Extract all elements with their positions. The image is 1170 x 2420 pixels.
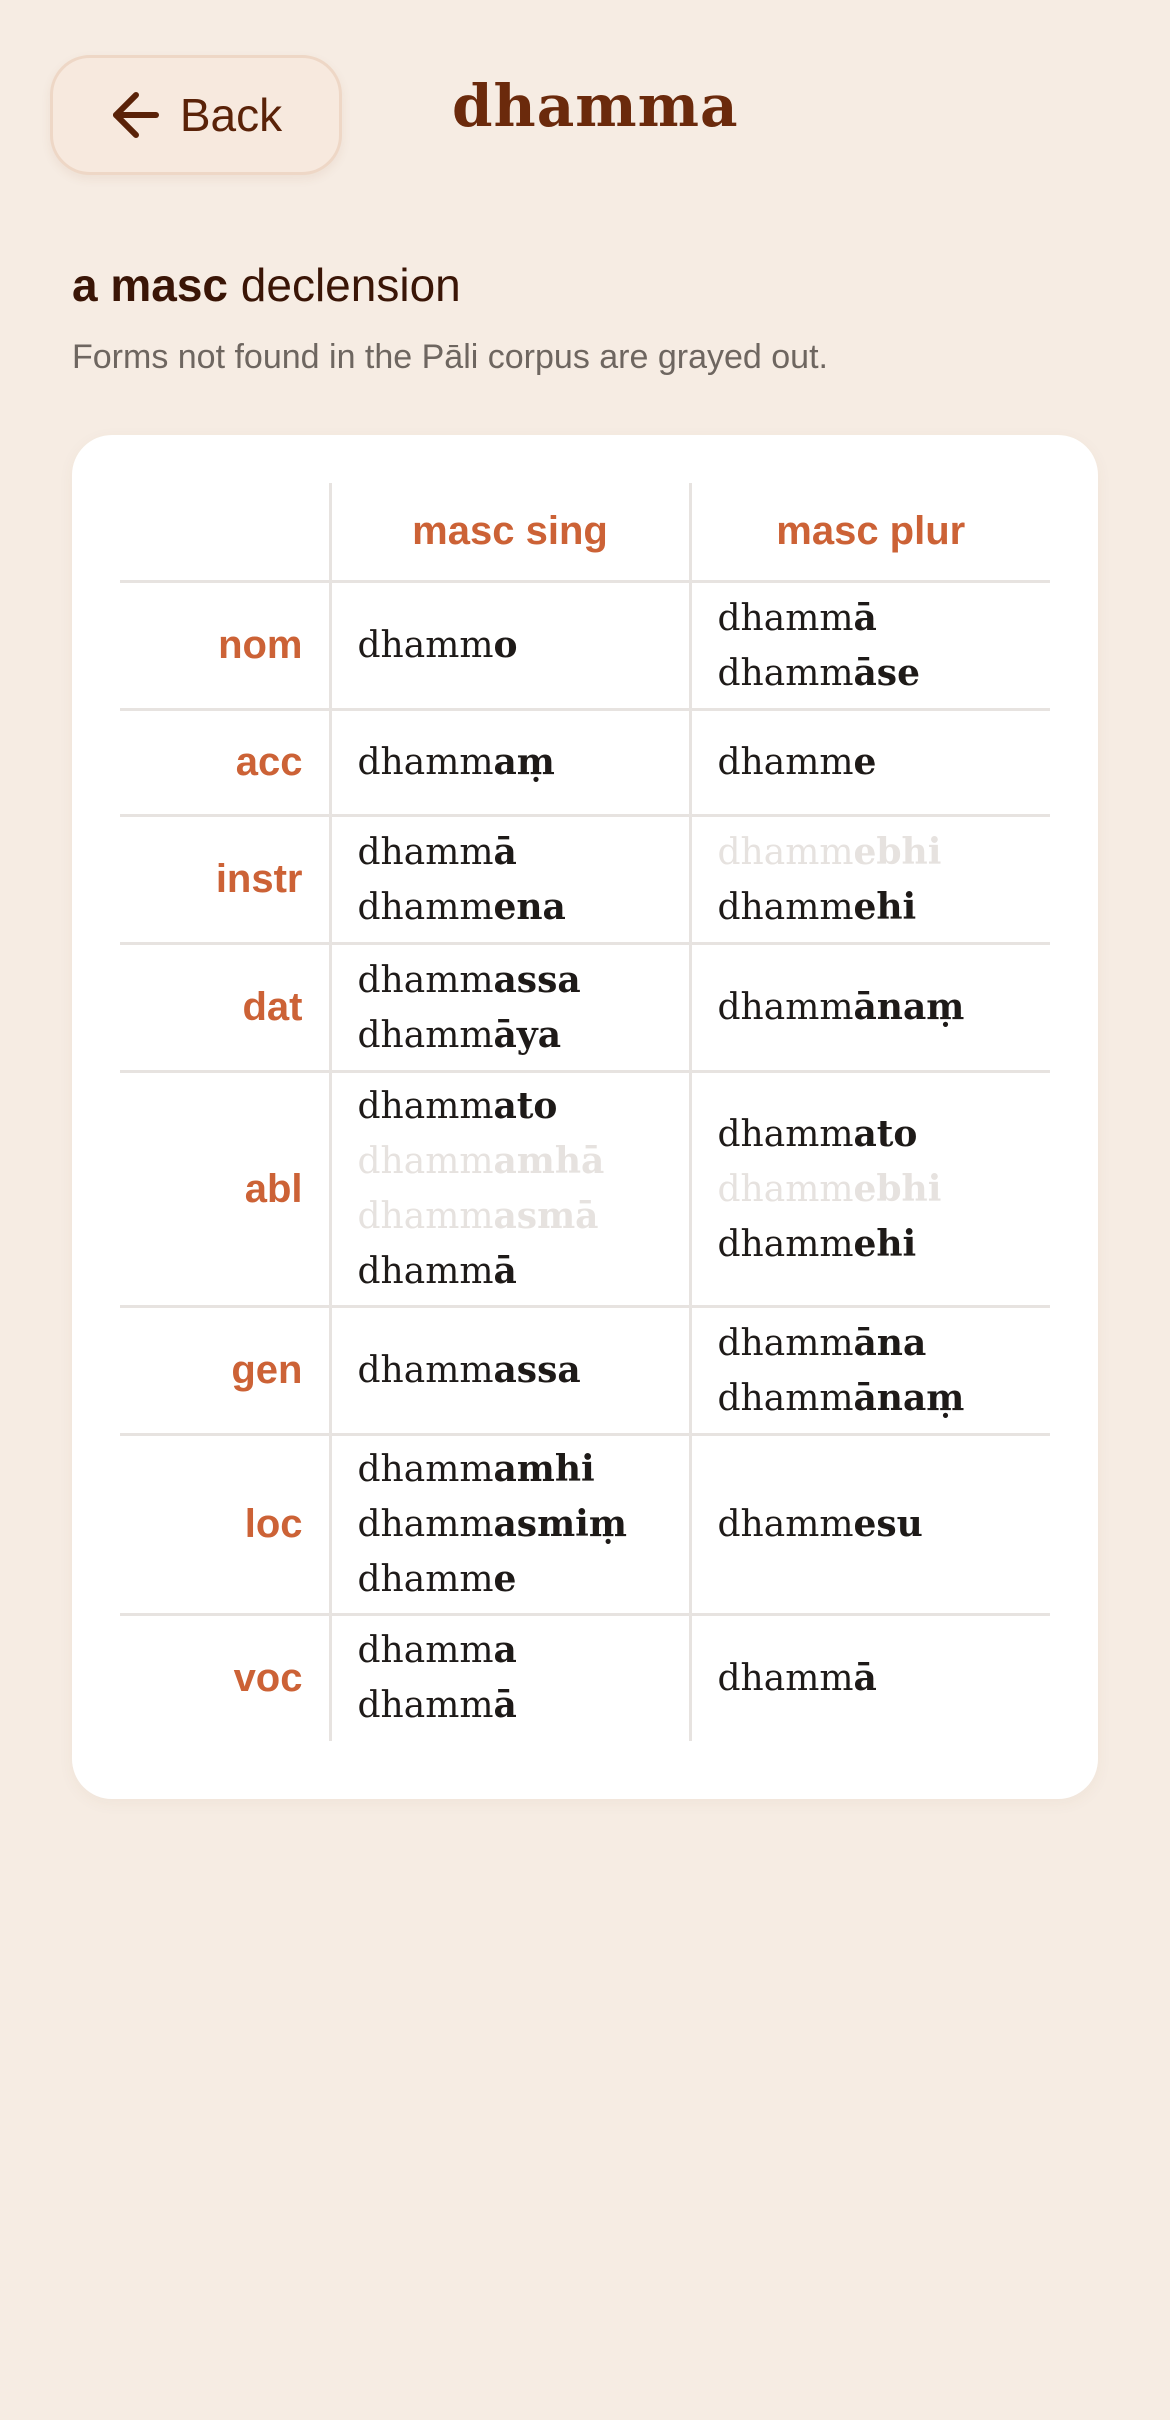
- inflected-form[interactable]: [718, 1371, 1051, 1426]
- plur-forms-cell: [690, 944, 1050, 1072]
- table-row: [120, 582, 1050, 710]
- plur-forms-cell: [690, 1072, 1050, 1307]
- form-ending: esu: [853, 1503, 923, 1545]
- form-ending: amhi: [493, 1448, 595, 1490]
- declension-table: [120, 483, 1050, 1741]
- form-stem: dhamm: [357, 1504, 494, 1545]
- plur-forms-cell: [690, 582, 1050, 710]
- form-ending: ehi: [853, 1222, 917, 1265]
- case-label: gen: [120, 1307, 330, 1435]
- back-button[interactable]: [50, 55, 342, 175]
- inflected-form[interactable]: [358, 1134, 689, 1189]
- form-ending: assa: [493, 958, 581, 1001]
- form-ending: ato: [493, 1085, 558, 1127]
- form-ending: āse: [853, 651, 920, 694]
- inflected-form[interactable]: [358, 1497, 689, 1552]
- form-stem: dhamm: [357, 831, 494, 873]
- form-ending: e: [493, 1558, 517, 1600]
- form-ending: ā: [493, 1684, 517, 1727]
- page-title: dhamma: [452, 72, 739, 140]
- form-stem: dhamm: [717, 1168, 854, 1210]
- form-stem: dhamm: [357, 625, 494, 666]
- table-header-row: [120, 483, 1050, 582]
- form-ending: ā: [493, 830, 517, 873]
- inflected-form[interactable]: [358, 1442, 689, 1497]
- form-ending: āya: [493, 1013, 562, 1056]
- inflected-form[interactable]: [358, 1244, 689, 1299]
- form-stem: dhamm: [357, 1630, 494, 1672]
- inflected-form[interactable]: [358, 618, 689, 673]
- form-ending: ā: [493, 1250, 517, 1292]
- column-header-sing: masc sing: [330, 483, 690, 582]
- plur-forms-cell: [690, 710, 1050, 816]
- inflected-form[interactable]: [358, 1079, 689, 1134]
- form-stem: dhamm: [717, 597, 854, 639]
- form-ending: e: [853, 741, 877, 783]
- form-stem: dhamm: [357, 959, 494, 1001]
- inflected-form[interactable]: [358, 1678, 689, 1733]
- form-ending: ebhi: [853, 1167, 942, 1210]
- case-label: loc: [120, 1435, 330, 1615]
- arrow-left-icon: [110, 89, 162, 141]
- form-ending: asmā: [493, 1195, 599, 1237]
- sing-forms-cell: [330, 1615, 690, 1741]
- header: [0, 0, 1170, 200]
- form-stem: dhamm: [717, 987, 854, 1028]
- corpus-note: Forms not found in the Pāli corpus are grayed out.: [72, 338, 828, 376]
- form-ending: amhā: [493, 1140, 605, 1182]
- table-row: [120, 816, 1050, 944]
- form-ending: a: [493, 1629, 517, 1672]
- form-stem: dhamm: [717, 652, 854, 694]
- inflected-form[interactable]: [718, 825, 1051, 880]
- inflected-form[interactable]: [358, 1189, 689, 1244]
- table-row: [120, 1072, 1050, 1307]
- inflected-form[interactable]: [718, 1316, 1051, 1371]
- case-label: nom: [120, 582, 330, 710]
- declension-heading: [72, 258, 461, 312]
- form-ending: o: [493, 624, 518, 666]
- back-label: Back: [179, 89, 283, 141]
- form-stem: dhamm: [357, 1141, 494, 1182]
- sing-forms-cell: [330, 944, 690, 1072]
- inflected-form[interactable]: [358, 1552, 689, 1607]
- inflected-form[interactable]: [358, 953, 689, 1008]
- form-ending: ānaṃ: [853, 986, 965, 1028]
- form-stem: dhamm: [357, 1449, 494, 1490]
- sing-forms-cell: [330, 816, 690, 944]
- inflected-form[interactable]: [718, 646, 1051, 701]
- form-stem: dhamm: [357, 1251, 494, 1292]
- table-row: [120, 944, 1050, 1072]
- form-stem: dhamm: [717, 742, 854, 783]
- table-row: [120, 1615, 1050, 1741]
- inflected-form[interactable]: [718, 591, 1051, 646]
- inflected-form[interactable]: [358, 1343, 689, 1398]
- form-stem: dhamm: [717, 1504, 854, 1545]
- sing-forms-cell: [330, 1435, 690, 1615]
- form-stem: dhamm: [357, 1196, 494, 1237]
- sing-forms-cell: [330, 1307, 690, 1435]
- plur-forms-cell: [690, 1435, 1050, 1615]
- inflected-form[interactable]: [718, 1217, 1051, 1272]
- declension-pattern: a masc: [72, 259, 229, 311]
- form-ending: assa: [493, 1349, 581, 1391]
- form-ending: āna: [853, 1321, 927, 1364]
- form-stem: dhamm: [357, 1559, 494, 1600]
- form-stem: dhamm: [717, 1113, 854, 1155]
- inflected-form[interactable]: [718, 880, 1051, 935]
- inflected-form[interactable]: [358, 735, 689, 790]
- form-ending: ena: [493, 885, 566, 928]
- form-stem: dhamm: [357, 1350, 494, 1391]
- form-ending: ā: [853, 596, 877, 639]
- table-body: [120, 582, 1050, 1741]
- declension-suffix: declension: [240, 259, 461, 311]
- form-ending: ā: [853, 1656, 877, 1699]
- form-ending: ehi: [853, 885, 917, 928]
- form-stem: dhamm: [357, 886, 494, 928]
- corner-cell: [120, 483, 330, 582]
- sing-forms-cell: [330, 710, 690, 816]
- table-row: [120, 1435, 1050, 1615]
- form-stem: dhamm: [717, 831, 854, 873]
- case-label: dat: [120, 944, 330, 1072]
- form-stem: dhamm: [357, 742, 494, 783]
- form-stem: dhamm: [357, 1086, 494, 1127]
- case-label: acc: [120, 710, 330, 816]
- declension-card: [72, 435, 1098, 1799]
- inflected-form[interactable]: [358, 825, 689, 880]
- inflected-form[interactable]: [718, 1162, 1051, 1217]
- form-ending: aṃ: [493, 741, 555, 783]
- form-ending: ebhi: [853, 830, 942, 873]
- case-label: instr: [120, 816, 330, 944]
- inflected-form[interactable]: [718, 1107, 1051, 1162]
- inflected-form[interactable]: [358, 1008, 689, 1063]
- plur-forms-cell: [690, 1307, 1050, 1435]
- column-header-plur: masc plur: [690, 483, 1050, 582]
- form-stem: dhamm: [717, 1322, 854, 1364]
- form-stem: dhamm: [717, 1223, 854, 1265]
- plur-forms-cell: [690, 816, 1050, 944]
- inflected-form[interactable]: [718, 735, 1051, 790]
- form-stem: dhamm: [357, 1685, 494, 1727]
- form-ending: asmiṃ: [493, 1503, 627, 1545]
- sing-forms-cell: [330, 1072, 690, 1307]
- form-stem: dhamm: [717, 886, 854, 928]
- inflected-form[interactable]: [358, 1623, 689, 1678]
- inflected-form[interactable]: [718, 1497, 1051, 1552]
- case-label: abl: [120, 1072, 330, 1307]
- form-ending: ato: [853, 1112, 918, 1155]
- form-stem: dhamm: [717, 1377, 854, 1419]
- form-stem: dhamm: [357, 1014, 494, 1056]
- inflected-form[interactable]: [358, 880, 689, 935]
- inflected-form[interactable]: [718, 980, 1051, 1035]
- inflected-form[interactable]: [718, 1651, 1051, 1706]
- table-row: [120, 1307, 1050, 1435]
- plur-forms-cell: [690, 1615, 1050, 1741]
- table-row: [120, 710, 1050, 816]
- form-stem: dhamm: [717, 1657, 854, 1699]
- form-ending: ānaṃ: [853, 1376, 965, 1419]
- sing-forms-cell: [330, 582, 690, 710]
- case-label: voc: [120, 1615, 330, 1741]
